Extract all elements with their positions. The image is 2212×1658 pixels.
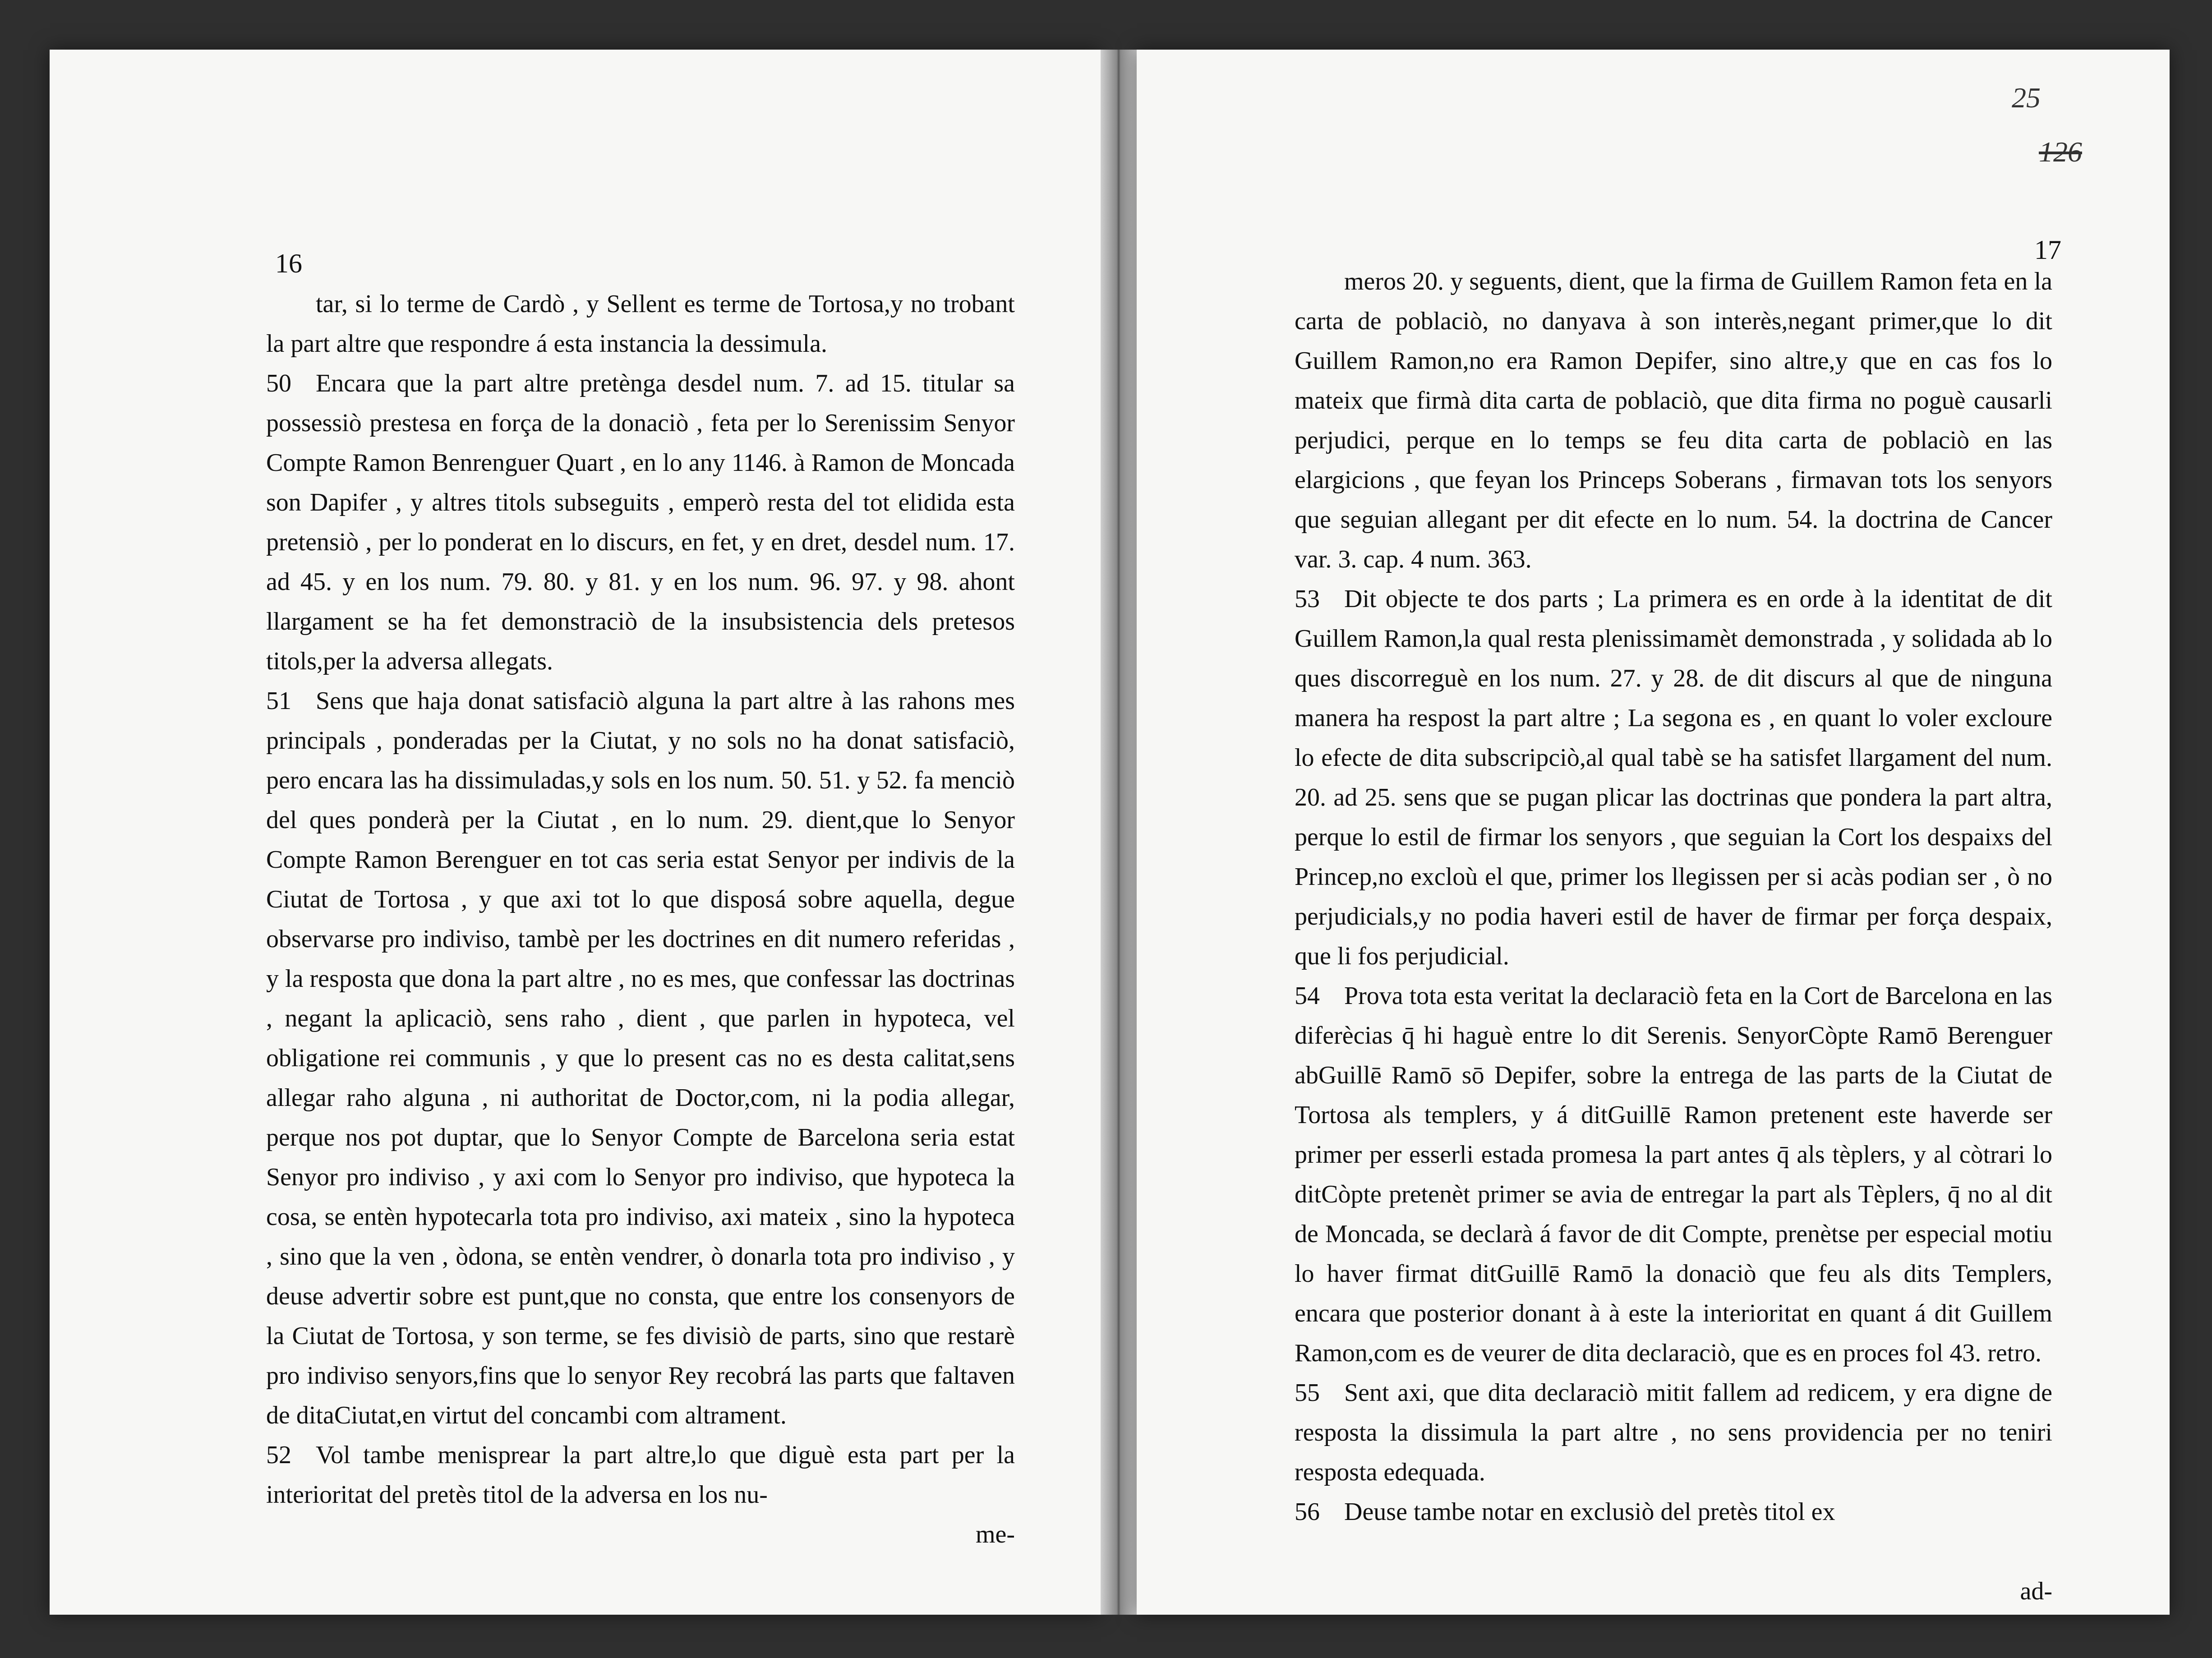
paragraph bbox=[266, 1435, 1015, 1515]
paragraph-number: 50 bbox=[266, 369, 291, 397]
paragraph-text: Prova tota esta veritat la declaraciò feta en la Cort de Barcelona en las diferècias q̄ hi haguè entre lo dit Serenis. SenyorCòpte Ramō Berenguer abGuillē Ramō sō Depifer, sobre la entrega de las parts de la Ciutat de Tortosa als templers, y á ditGuillē Ramon pretenent este haverde ser primer per esserli estada promesa la part antes q̄ als tèplers, y al còtrari lo ditCòpte pretenèt primer se avia de entregar la part als Tèplers, q̄ no al dit de Moncada, se declarà á favor de dit Compte, prenètse per especial motiu lo haver firmat ditGuillē Ramō la donaciò que feu als dits Templers, encara que posterior donant à à este la interioritat en quant á dit Guillem Ramon,com es de veurer de dita declaraciò, que es en proces fol 43. retro. bbox=[1295, 982, 2052, 1367]
paragraph-text: tar, si lo terme de Cardò , y Sellent es terme de Tortosa,y no trobant la part altre que respondre á esta instancia la dessimula. bbox=[266, 290, 1015, 358]
paragraph bbox=[1295, 1532, 2052, 1571]
catchword: ad- bbox=[2020, 1577, 2052, 1605]
left-text-column bbox=[266, 284, 1015, 1554]
paragraph bbox=[266, 364, 1015, 681]
folio-mark: 25 bbox=[2012, 82, 2041, 114]
paragraph bbox=[1295, 1373, 2052, 1492]
left-page bbox=[50, 50, 1101, 1615]
right-page-number: 17 bbox=[2034, 235, 2061, 265]
right-page bbox=[1137, 50, 2170, 1615]
paragraph-number: 56 bbox=[1295, 1498, 1320, 1526]
paragraph bbox=[1295, 976, 2052, 1373]
paragraph-text: Sens que haja donat satisfaciò alguna la part altre à las rahons mes principals , ponderadas per la Ciutat, y no sols no ha donat satisfaciò, pero encara las ha dissimuladas,y sols en los num. 50. 51. y 52. fa menciò del ques ponderà per la Ciutat , en lo num. 29. dient,que lo Senyor Compte Ramon Berenguer en tot cas seria estat Senyor per indivis de la Ciutat de Tortosa , y que axi tot lo que disposá sobre aquella, degue observarse pro indiviso, tambè per les doctrines en dit numero referidas , y la resposta que dona la part altre , no es mes, que confessar las doctrinas , negant la aplicaciò, sens raho , dient , que parlen in hypoteca, vel obligatione rei communis , y que lo present cas no es desta calitat,sens allegar raho alguna , ni authoritat de Doctor,com, ni la podia allegar, perque nos pot duptar, que lo Senyor Compte de Barcelona seria estat Senyor pro indiviso , y axi com lo Senyor pro indiviso, que hypoteca la cosa, se entèn hypotecarla tota pro indiviso, axi mateix , sino la hypoteca , sino que la ven , òdona, se entèn vendrer, ò donarla tota pro indiviso , y deuse advertir sobre est punt,que no consta, que entre los consenyors de la Ciutat de Tortosa, y son terme, se fes divisiò de parts, sino que restarè pro indiviso senyors,fins que lo senyor Rey recobrá las parts que faltaven de ditaCiutat,en virtut del concambi com altrament. bbox=[266, 687, 1015, 1429]
paragraph bbox=[266, 681, 1015, 1435]
right-text-column bbox=[1295, 262, 2052, 1611]
paragraph-text: Dit objecte te dos parts ; La primera es en orde à la identitat de dit Guillem Ramon,la qual resta plenissimamèt demonstrada , y solidada ab lo ques discorreguè en los num. 27. y 28. de dit discurs al que de ninguna manera ha respost la part altre ; La segona es , en quant lo voler excloure lo efecte de dita subscripciò,al qual tabè se ha satisfet llargament del num. 20. ad 25. sens que se pugan plicar las doctrinas que pondera la part altra, perque lo estil de firmar los senyors , que seguian la Cort los despaixs del Princep,no excloù el que, primer los llegissen per si acàs podian ser , ò no perjudicials,y no podia haveri estil de haver de firmar per força despaix, que li fos perjudicial. bbox=[1295, 585, 2052, 970]
paragraph bbox=[266, 284, 1015, 364]
paragraph-number: 52 bbox=[266, 1441, 291, 1469]
paragraph-text: Vol tambe menisprear la part altre,lo que diguè esta part per la interioritat del pretès titol de la adversa en los nu- bbox=[266, 1441, 1015, 1509]
paragraph-text: Encara que la part altre pretènga desdel num. 7. ad 15. titular sa possessiò prestesa en força de la donaciò , feta per lo Serenissim Senyor Compte Ramon Benrenguer Quart , en lo any 1146. à Ramon de Moncada son Dapifer , y altres titols subseguits , emperò resta del tot elidida esta pretensiò , per lo ponderat en lo discurs, en fet, y en dret, desdel num. 17. ad 45. y en los num. 79. 80. y 81. y en los num. 96. 97. y 98. ahont llargament se ha fet demonstraciò de la insubsistencia dels pretesos titols,per la adversa allegats. bbox=[266, 369, 1015, 675]
paragraph-text: meros 20. y seguents, dient, que la firma de Guillem Ramon feta en la carta de poblaciò, no danyava à son interès,negant primer,que lo dit Guillem Ramon,no era Ramon Depifer, sino altre,y que en cas fos lo mateix que firmà dita carta de poblaciò, que dita firma no poguè causarli perjudici, perque en lo temps se feu dita carta de poblaciò en las elargicions , que feyan los Princeps Soberans , firmavan tots los senyors que seguian allegant per dit efecte en lo num. 54. la doctrina de Cancer var. 3. cap. 4 num. 363. bbox=[1295, 267, 2052, 573]
paragraph bbox=[1295, 262, 2052, 579]
catchword: me- bbox=[975, 1520, 1015, 1548]
paragraph bbox=[1295, 579, 2052, 976]
paragraph-number: 55 bbox=[1295, 1379, 1320, 1407]
paragraph-text: Sent axi, que dita declaraciò mitit fallem ad redicem, y era digne de resposta la dissimula la part altre , no sens providencia per no teniri resposta edequada. bbox=[1295, 1379, 2052, 1486]
book-spine bbox=[1101, 50, 1137, 1615]
paragraph-number: 53 bbox=[1295, 585, 1320, 613]
paragraph-number: 54 bbox=[1295, 982, 1320, 1010]
paragraph-text: Deuse tambe notar en exclusiò del pretès titol ex bbox=[1344, 1498, 1835, 1526]
folio-mark-struck: 126 bbox=[2039, 136, 2082, 168]
left-page-number: 16 bbox=[275, 249, 302, 278]
paragraph bbox=[1295, 1492, 2052, 1532]
paragraph-number: 51 bbox=[266, 687, 291, 715]
